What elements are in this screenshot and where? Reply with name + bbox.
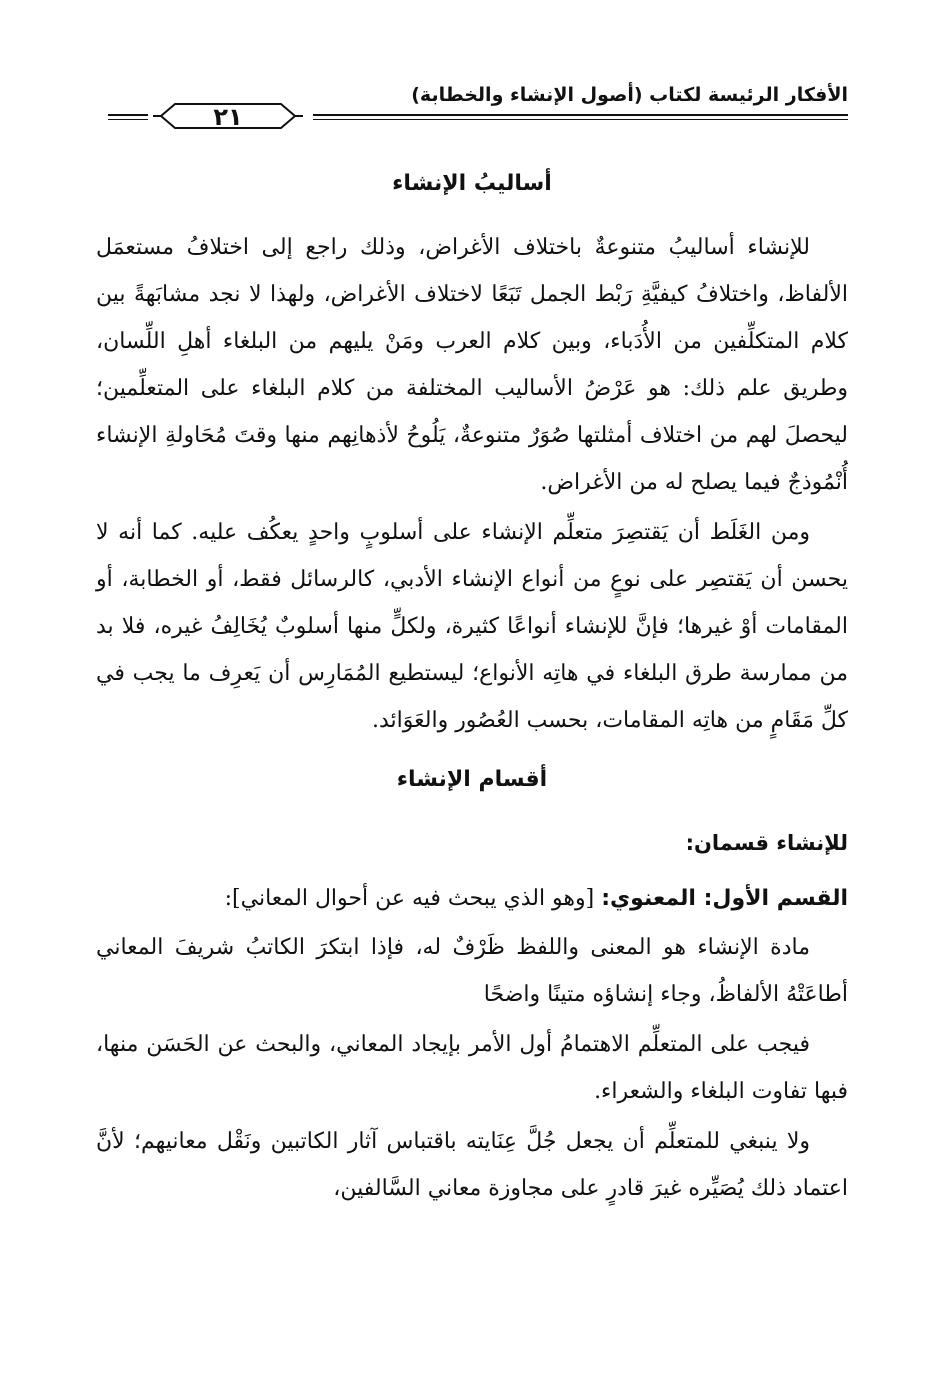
- running-title: الأفكار الرئيسة لكتاب (أصول الإنشاء والخطابة): [411, 84, 848, 106]
- part-note: [وهو الذي يبحث فيه عن أحوال المعاني]:: [224, 886, 602, 911]
- header-rule: [108, 114, 148, 116]
- part-heading: [96, 876, 848, 922]
- paragraph: فيجب على المتعلِّم الاهتمامُ أول الأمر بإيجاد المعاني، والبحث عن الحَسَن منها، فبها تفاوت البلغاء والشعراء.: [96, 1032, 848, 1104]
- section-heading: أقسام الإنشاء: [396, 767, 548, 792]
- header-rule: [313, 119, 848, 120]
- paragraph: ولا ينبغي للمتعلِّم أن يجعل جُلَّ عِنَايته باقتباس آثار الكاتبين ونَقْل معانيهم؛ لأنَّ اعتماد ذلك يُصَيِّره غيرَ قادرٍ على مجاوزة معاني السَّالفين،: [96, 1129, 848, 1201]
- page-body: [96, 162, 848, 1215]
- page-number: ٢١: [213, 103, 243, 131]
- running-header: [108, 80, 848, 131]
- part-label: القسم الأول: المعنوي:: [601, 886, 848, 911]
- subheading: للإنشاء قسمان:: [685, 831, 848, 855]
- paragraph: ومن الغَلَط أن يَقتصِرَ متعلِّم الإنشاء على أسلوبٍ واحدٍ يعكُف عليه. كما أنه لا يحسن أن يَقتصِر على نوعٍ من أنواع الإنشاء الأدبي، كالرسائل فقط، أو الخطابة، أو المقامات أوْ غيرها؛ فإنَّ للإنشاء أنواعًا كثيرة، ولكلٍّ منها أسلوبٌ يُخَالِفُ غيره، فلا بد من ممارسة طرق البلغاء في هاتِه الأنواع؛ ليستطيع المُمَارِس أن يَعرِف ما يجب في كلِّ مَقَامٍ من هاتِه المقامات، بحسب العُصُور والعَوَائد.: [96, 520, 848, 733]
- page-number-badge: [153, 98, 303, 138]
- header-rule: [313, 114, 848, 116]
- paragraph: مادة الإنشاء هو المعنى واللفظ ظَرْفٌ له، فإذا ابتكرَ الكاتبُ شريفَ المعاني أطاعَتْهُ الألفاظُ، وجاء إنشاؤه متينًا واضحًا: [96, 935, 848, 1007]
- section-heading: أساليبُ الإنشاء: [392, 171, 552, 196]
- paragraph: للإنشاء أساليبُ متنوعةٌ باختلاف الأغراض، وذلك راجع إلى اختلافُ مستعمَل الألفاظ، واختلافُ كيفيَّةِ رَبْط الجمل تَبَعًا لاختلاف الأغراض، ولهذا لا نجد مشابَهةً بين كلام المتكلِّفين من الأُدَباء، وبين كلام العرب ومَنْ يليهم من البلغاء أهلِ اللِّسان، وطريق علم ذلك: هو عَرْضُ الأساليب المختلفة من كلام البلغاء على المتعلِّمين؛ ليحصلَ لهم من اختلاف أمثلتها صُوَرٌ متنوعةٌ، يَلُوحُ لأذهانِهم منها وقتَ مُحَاولةِ الإنشاء أُنْمُوذجٌ فيما يصلح له من الأغراض.: [96, 235, 848, 495]
- header-rule: [108, 119, 148, 120]
